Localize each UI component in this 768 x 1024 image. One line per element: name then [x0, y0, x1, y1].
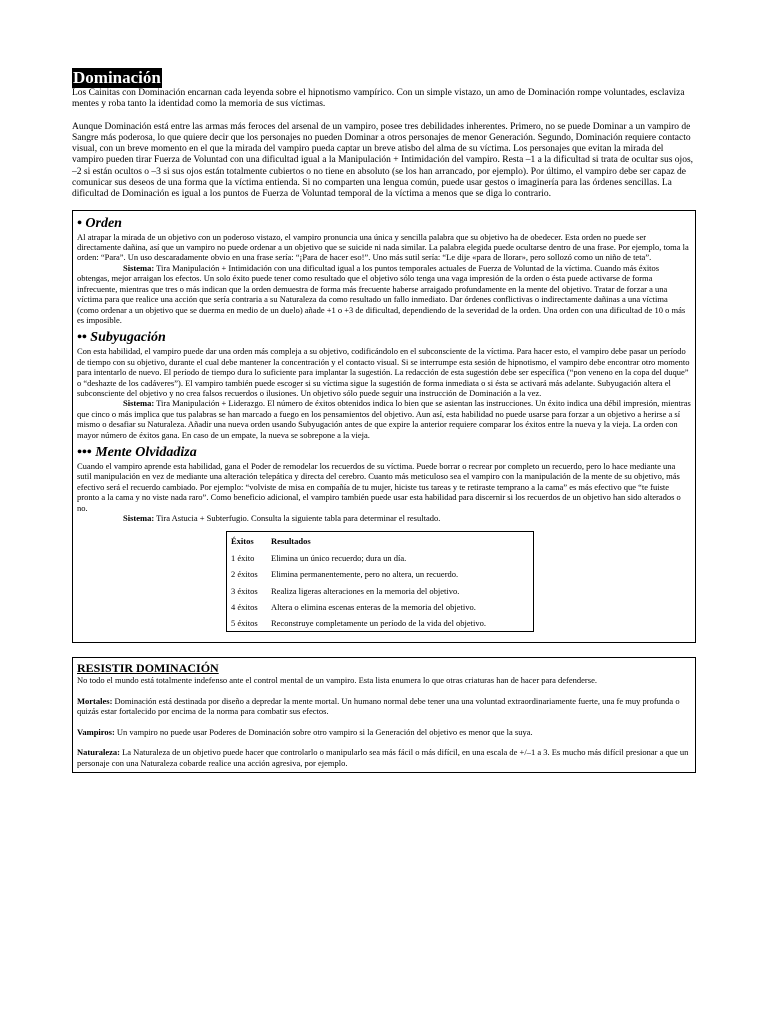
document-page — [72, 68, 696, 773]
table-cell: Realiza ligeras alteraciones en la memoria del objetivo. — [271, 585, 460, 596]
results-table — [226, 531, 534, 632]
table-cell: Elimina un único recuerdo; dura un día. — [271, 552, 407, 563]
table-cell: 5 éxitos — [231, 618, 258, 629]
column-header: Éxitos — [231, 536, 254, 547]
resist-heading: RESISTIR DOMINACIÓN — [77, 661, 219, 676]
system-label: Sistema: — [123, 398, 155, 409]
power-system — [77, 513, 691, 523]
power-heading-mente-olvidadiza: ••• Mente Olvidadiza — [77, 444, 197, 460]
resist-box — [72, 657, 696, 772]
table-row — [227, 582, 534, 598]
table-row — [227, 550, 534, 566]
table-cell: Reconstruye completamente un período de la vida del objetivo. — [271, 618, 487, 629]
system-text: Tira Manipulación + Liderazgo. El número de éxitos obtenidos indica lo bien que se asientan las instrucciones. Un éxito indica una débil impresión, mientras que cinco o más implica que tus palabras se han marcado a fuego en los pensamientos del objetivo. Aun así, esta habilidad no puede usarse para forzar a un objetivo a herirse a sí mismo o desafiar su Naturaleza. Añadir una nueva orden usando Subyugación antes de que expire la anterior requiere comparar los éxitos entre la nueva y la vieja. La orden con mayor número de éxitos gana. En caso de un empate, la nueva se sobrepone a la vieja. — [77, 398, 691, 440]
table-cell: Elimina permanentemente, pero no altera, un recuerdo. — [271, 569, 459, 580]
table-header-row — [227, 532, 534, 550]
intro-paragraph: Los Cainitas con Dominación encarnan cada leyenda sobre el hipnotismo vampírico. Con un simple vistazo, un amo de Dominación rompe voluntades, esclaviza mentes y roba tanto la identidad como la memoria de sus víctimas. — [72, 88, 685, 110]
intro-paragraph: Aunque Dominación está entre las armas más feroces del arsenal de un vampiro, posee tres debilidades inherentes. Primero, no se puede Dominar a un vampiro de Sangre más poderosa, lo que quiere decir que los personajes no pueden Dominar a otros personajes de menor Generación. Segundo, Dominación requiere contacto visual, con un breve momento en el que la mirada del vampiro pueda captar un breve atisbo del alma de su víctima. Los personajes que evitan la mirada del vampiro pueden tirar Fuerza de Voluntad con una dificultad igual a la Manipulación + Intimidación del vampiro. Resta –1 a la dificultad si trata de ocultar sus ojos, –2 si están ocultos o –3 si sus ojos están totalmente cubiertos o no tiene en absoluto (se los han arrancado, por ejemplo). Por último, el vampiro debe ser capaz de comunicar sus deseos de una forma que la víctima entienda. Si no comparten una lengua común, puede usar gestos o imaginería para las órdenes sencillas. La dificultad de Dominación es igual a los puntos de Fuerza de Voluntad temporal de la víctima a menos que se diga lo contrario. — [72, 121, 694, 200]
powers-box — [72, 210, 696, 644]
resist-item-naturaleza — [77, 747, 691, 768]
resist-item-label: Vampiros: — [77, 726, 115, 737]
results-table-wrapper — [77, 531, 691, 632]
system-text: Tira Manipulación + Intimidación con una dificultad igual a los puntos temporales actuales de Fuerza de Voluntad de la víctima. Cuando más éxitos obtengas, mejor arraigan los efectos. Un solo éxito puede tener como resultado que el objetivo sólo tenga una vaga impresión de la orden o ésta puede activarse de forma infrecuente, mientras que tres o más indican que la orden demuestra de forma más frecuente haberse arraigado profundamente en la mente del objetivo. Tratar de forzar a una víctima para que realice una acción que sería contraria a su Naturaleza da como resultado un fallo inmediato. Dar órdenes conflictivas o indirectamente dañinas a una víctima (como ordenar a un objetivo que se duerma en medio de un duelo) añade +1 o +3 de dificultad, dependiendo de la severidad de la orden. Una orden con una dificultad de 10 o más es imposible. — [77, 262, 686, 325]
power-system — [77, 263, 691, 325]
power-description: Cuando el vampiro aprende esta habilidad, gana el Poder de remodelar los recuerdos de su víctima. Puede borrar o recrear por completo un recuerdo, pero lo hace mediante una sutil manipulación en vez de mediante una alteración telepática y directa del cerebro. Cuanto más meticuloso sea el vampiro con la manipulación de la mente de su objetivo, más efectivo será el recuerdo cambiado. Por ejemplo: “volviste de misa en compañía de tu mujer, hiciste tus tareas y te retiraste temprano a la cama” es más efectivo que “te fuiste pronto a la cama y no viste nada raro”. Como beneficio adicional, el vampiro también puede usar esta habilidad para discernir si los recuerdos de un objetivo han sido alterados o no. — [77, 460, 681, 513]
table-cell: Altera o elimina escenas enteras de la memoria del objetivo. — [271, 601, 476, 612]
resist-lead: No todo el mundo está totalmente indefenso ante el control mental de un vampiro. Esta lista enumera lo que otras criaturas han de hacer para defenderse. — [77, 675, 597, 686]
power-description: Al atrapar la mirada de un objetivo con un poderoso vistazo, el vampiro pronuncia una única y sencilla palabra que su objetivo ha de obedecer. Esta orden no puede ser directamente dañina, así que un vampiro no puede ordenar a un objetivo que se suicide ni nada similar. La palabra elegida puede ocultarse dentro de una frase. Por ejemplo, toma la orden: “Para”. Un uso descaradamente obvio en una frase sería: “¡Para de hacer eso!”. Uno más sutil sería: “Le dije «para de llorar», pero sollozó como un niño de teta”. — [77, 231, 689, 263]
system-label: Sistema: — [123, 262, 155, 273]
table-cell: 2 éxitos — [231, 569, 258, 580]
resist-item-text: Un vampiro no puede usar Poderes de Dominación sobre otro vampiro si la Generación del objetivo es menor que la suya. — [114, 726, 533, 737]
intro-section — [72, 88, 696, 201]
resist-item-text: Dominación está destinada por diseño a depredar la mente mortal. Un humano normal debe tener una una voluntad extraordinariamente fuerte, una fe muy profunda o quizás estar fortalecido por encima de la norma para combatir sus efectos. — [77, 695, 680, 717]
power-description: Con esta habilidad, el vampiro puede dar una orden más compleja a su objetivo, codificándolo en el subconsciente de la víctima. Para hacer esto, el vampiro debe pasar un período de tiempo con su objetivo, durante el cual debe mantener la concentración y el contacto visual. Si se interrumpe esta sesión de hipnotismo, el vampiro debe encontrar otro momento para intentarlo de nuevo. El período de tiempo dura lo suficiente para implantar la sugestión. La redacción de esta sugestión debe ser específica (“pon veneno en la copa del duque” o “deshazte de los cadáveres”). El vampiro también puede escoger si su víctima sigue la sugestión de forma inmediata o si ésta se activará más adelante. Subyugación altera el subconsciente del objetivo y no crea falsos recuerdos o ilusiones. Un objetivo sólo puede seguir una instrucción de Dominación a la vez. — [77, 346, 690, 398]
resist-item-mortales — [77, 696, 691, 717]
resist-item-label: Naturaleza: — [77, 747, 120, 758]
page-title: Dominación — [73, 68, 161, 87]
table-row — [227, 599, 534, 615]
resist-item-text: La Naturaleza de un objetivo puede hacer que controlarlo o manipularlo sea más fácil o más difícil, en una escala de +/–1 a 3. Es mucho más difícil presionar a que un personaje con una Naturaleza cobarde realice una acción agresiva, por ejemplo. — [77, 747, 689, 768]
power-system — [77, 398, 691, 440]
system-label: Sistema: — [123, 513, 155, 524]
power-heading-subyugacion: •• Subyugación — [77, 330, 166, 346]
table-row — [227, 566, 534, 582]
table-cell: 1 éxito — [231, 552, 255, 563]
power-heading-orden: • Orden — [77, 215, 122, 231]
column-header: Resultados — [271, 536, 311, 547]
resist-item-label: Mortales: — [77, 695, 113, 706]
resist-item-vampiros — [77, 727, 691, 737]
table-row — [227, 615, 534, 632]
table-cell: 4 éxitos — [231, 601, 258, 612]
system-text: Tira Astucia + Subterfugio. Consulta la siguiente tabla para determinar el resultado. — [154, 513, 441, 524]
table-cell: 3 éxitos — [231, 585, 258, 596]
